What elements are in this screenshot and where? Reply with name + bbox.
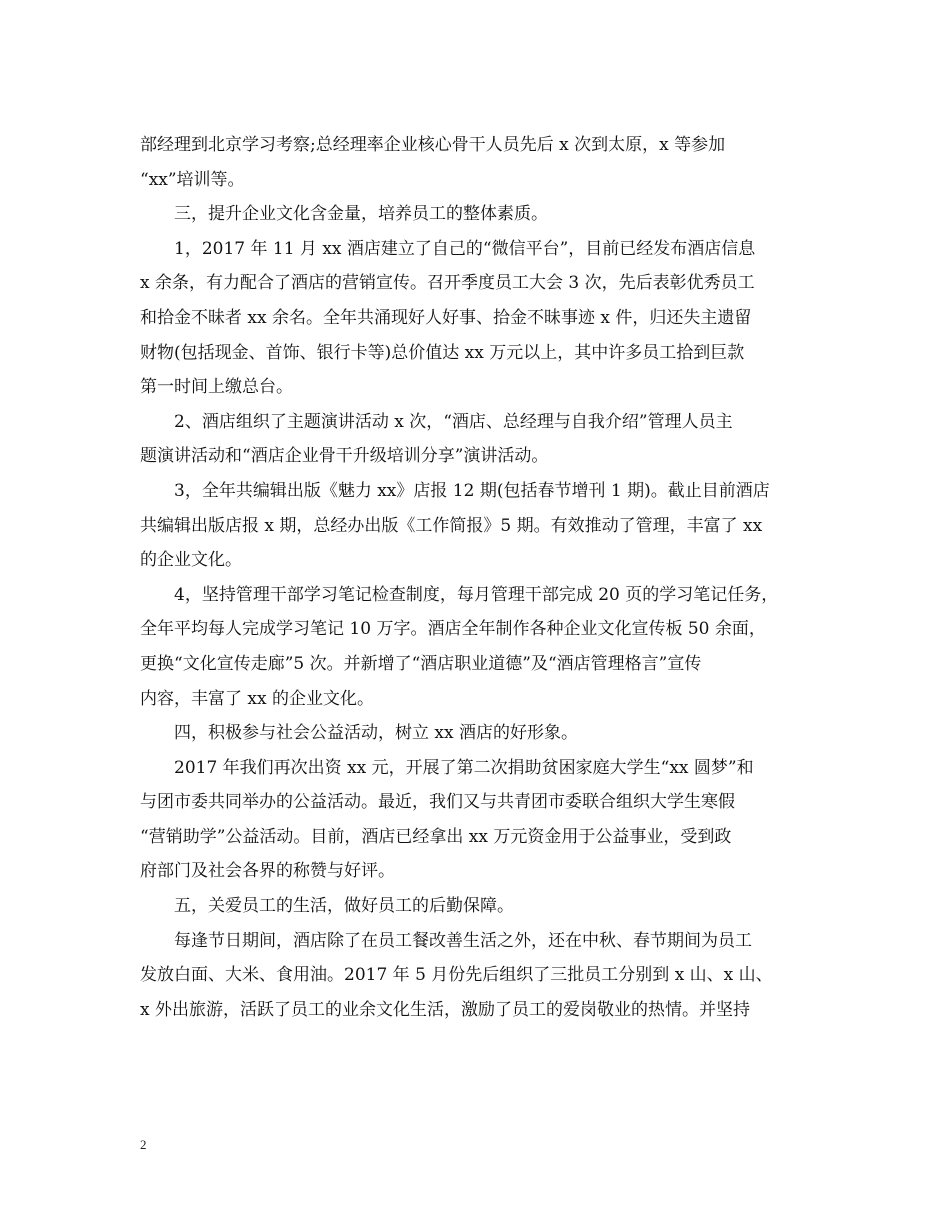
text-line: 共编辑出版店报 x 期，总经办出版《工作简报》5 期。有效推动了管理，丰富了 xx <box>140 515 763 536</box>
text-line: 第一时间上缴总台。 <box>140 377 293 398</box>
text-line: 府部门及社会各界的称赞与好评。 <box>140 861 395 882</box>
text-line: 每逢节日期间，酒店除了在员工餐改善生活之外，还在中秋、春节期间为员工 <box>174 930 752 951</box>
text-line: 与团市委共同举办的公益活动。最近，我们又与共青团市委联合组织大学生寒假 <box>140 792 735 813</box>
text-line: 部经理到北京学习考察;总经理率企业核心骨干人员先后 x 次到太原，x 等参加 <box>140 135 726 155</box>
text-line: 2017 年我们再次出资 xx 元，开展了第二次捐助贫困家庭大学生“xx 圆梦”和 <box>174 757 754 778</box>
text-line: 四，积极参与社会公益活动，树立 xx 酒店的好形象。 <box>174 723 578 744</box>
page-number: 2 <box>140 1137 147 1152</box>
text-line: 3，全年共编辑出版《魅力 xx》店报 12 期(包括春节增刊 1 期)。截止目前酒店 <box>174 480 770 501</box>
document-body <box>140 128 810 1027</box>
text-line: x 外出旅游，活跃了员工的业余文化生活，激励了员工的爱岗敬业的热情。并坚持 <box>140 999 750 1020</box>
text-line: 1，2017 年 11 月 xx 酒店建立了自己的“微信平台”，目前已经发布酒店信息 <box>174 238 756 259</box>
text-line: 4，坚持管理干部学习笔记检查制度，每月管理干部完成 20 页的学习笔记任务， <box>174 584 779 605</box>
text-line: 全年平均每人完成学习笔记 10 万字。酒店全年制作各种企业文化宣传板 50 余面， <box>140 619 766 640</box>
text-line: “xx”培训等。 <box>140 169 245 190</box>
text-line: 2、酒店组织了主题演讲活动 x 次，“酒店、总经理与自我介绍”管理人员主 <box>174 411 733 432</box>
text-line: 内容，丰富了 xx 的企业文化。 <box>140 688 374 709</box>
text-line: 五，关爱员工的生活，做好员工的后勤保障。 <box>174 896 514 917</box>
text-line: 更换“文化宣传走廊”5 次。并新增了“酒店职业道德”及“酒店管理格言”宣传 <box>140 653 702 674</box>
text-line: 三，提升企业文化含金量，培养员工的整体素质。 <box>174 204 548 225</box>
text-line: 发放白面、大米、食用油。2017 年 5 月份先后组织了三批员工分别到 x 山、x 山、 <box>140 965 773 986</box>
text-line: 和拾金不昧者 xx 余名。全年共涌现好人好事、拾金不昧事迹 x 件，归还失主遗留 <box>140 307 752 328</box>
text-line: 的企业文化。 <box>140 550 242 571</box>
text-line: “营销助学”公益活动。目前，酒店已经拿出 xx 万元资金用于公益事业，受到政 <box>140 826 732 847</box>
text-line: 题演讲活动和“酒店企业骨干升级培训分享”演讲活动。 <box>140 446 549 467</box>
text-line: 财物(包括现金、首饰、银行卡等)总价值达 xx 万元以上，其中许多员工拾到巨款 <box>140 342 745 363</box>
text-line: x 余条，有力配合了酒店的营销宣传。召开季度员工大会 3 次，先后表彰优秀员工 <box>140 273 755 294</box>
